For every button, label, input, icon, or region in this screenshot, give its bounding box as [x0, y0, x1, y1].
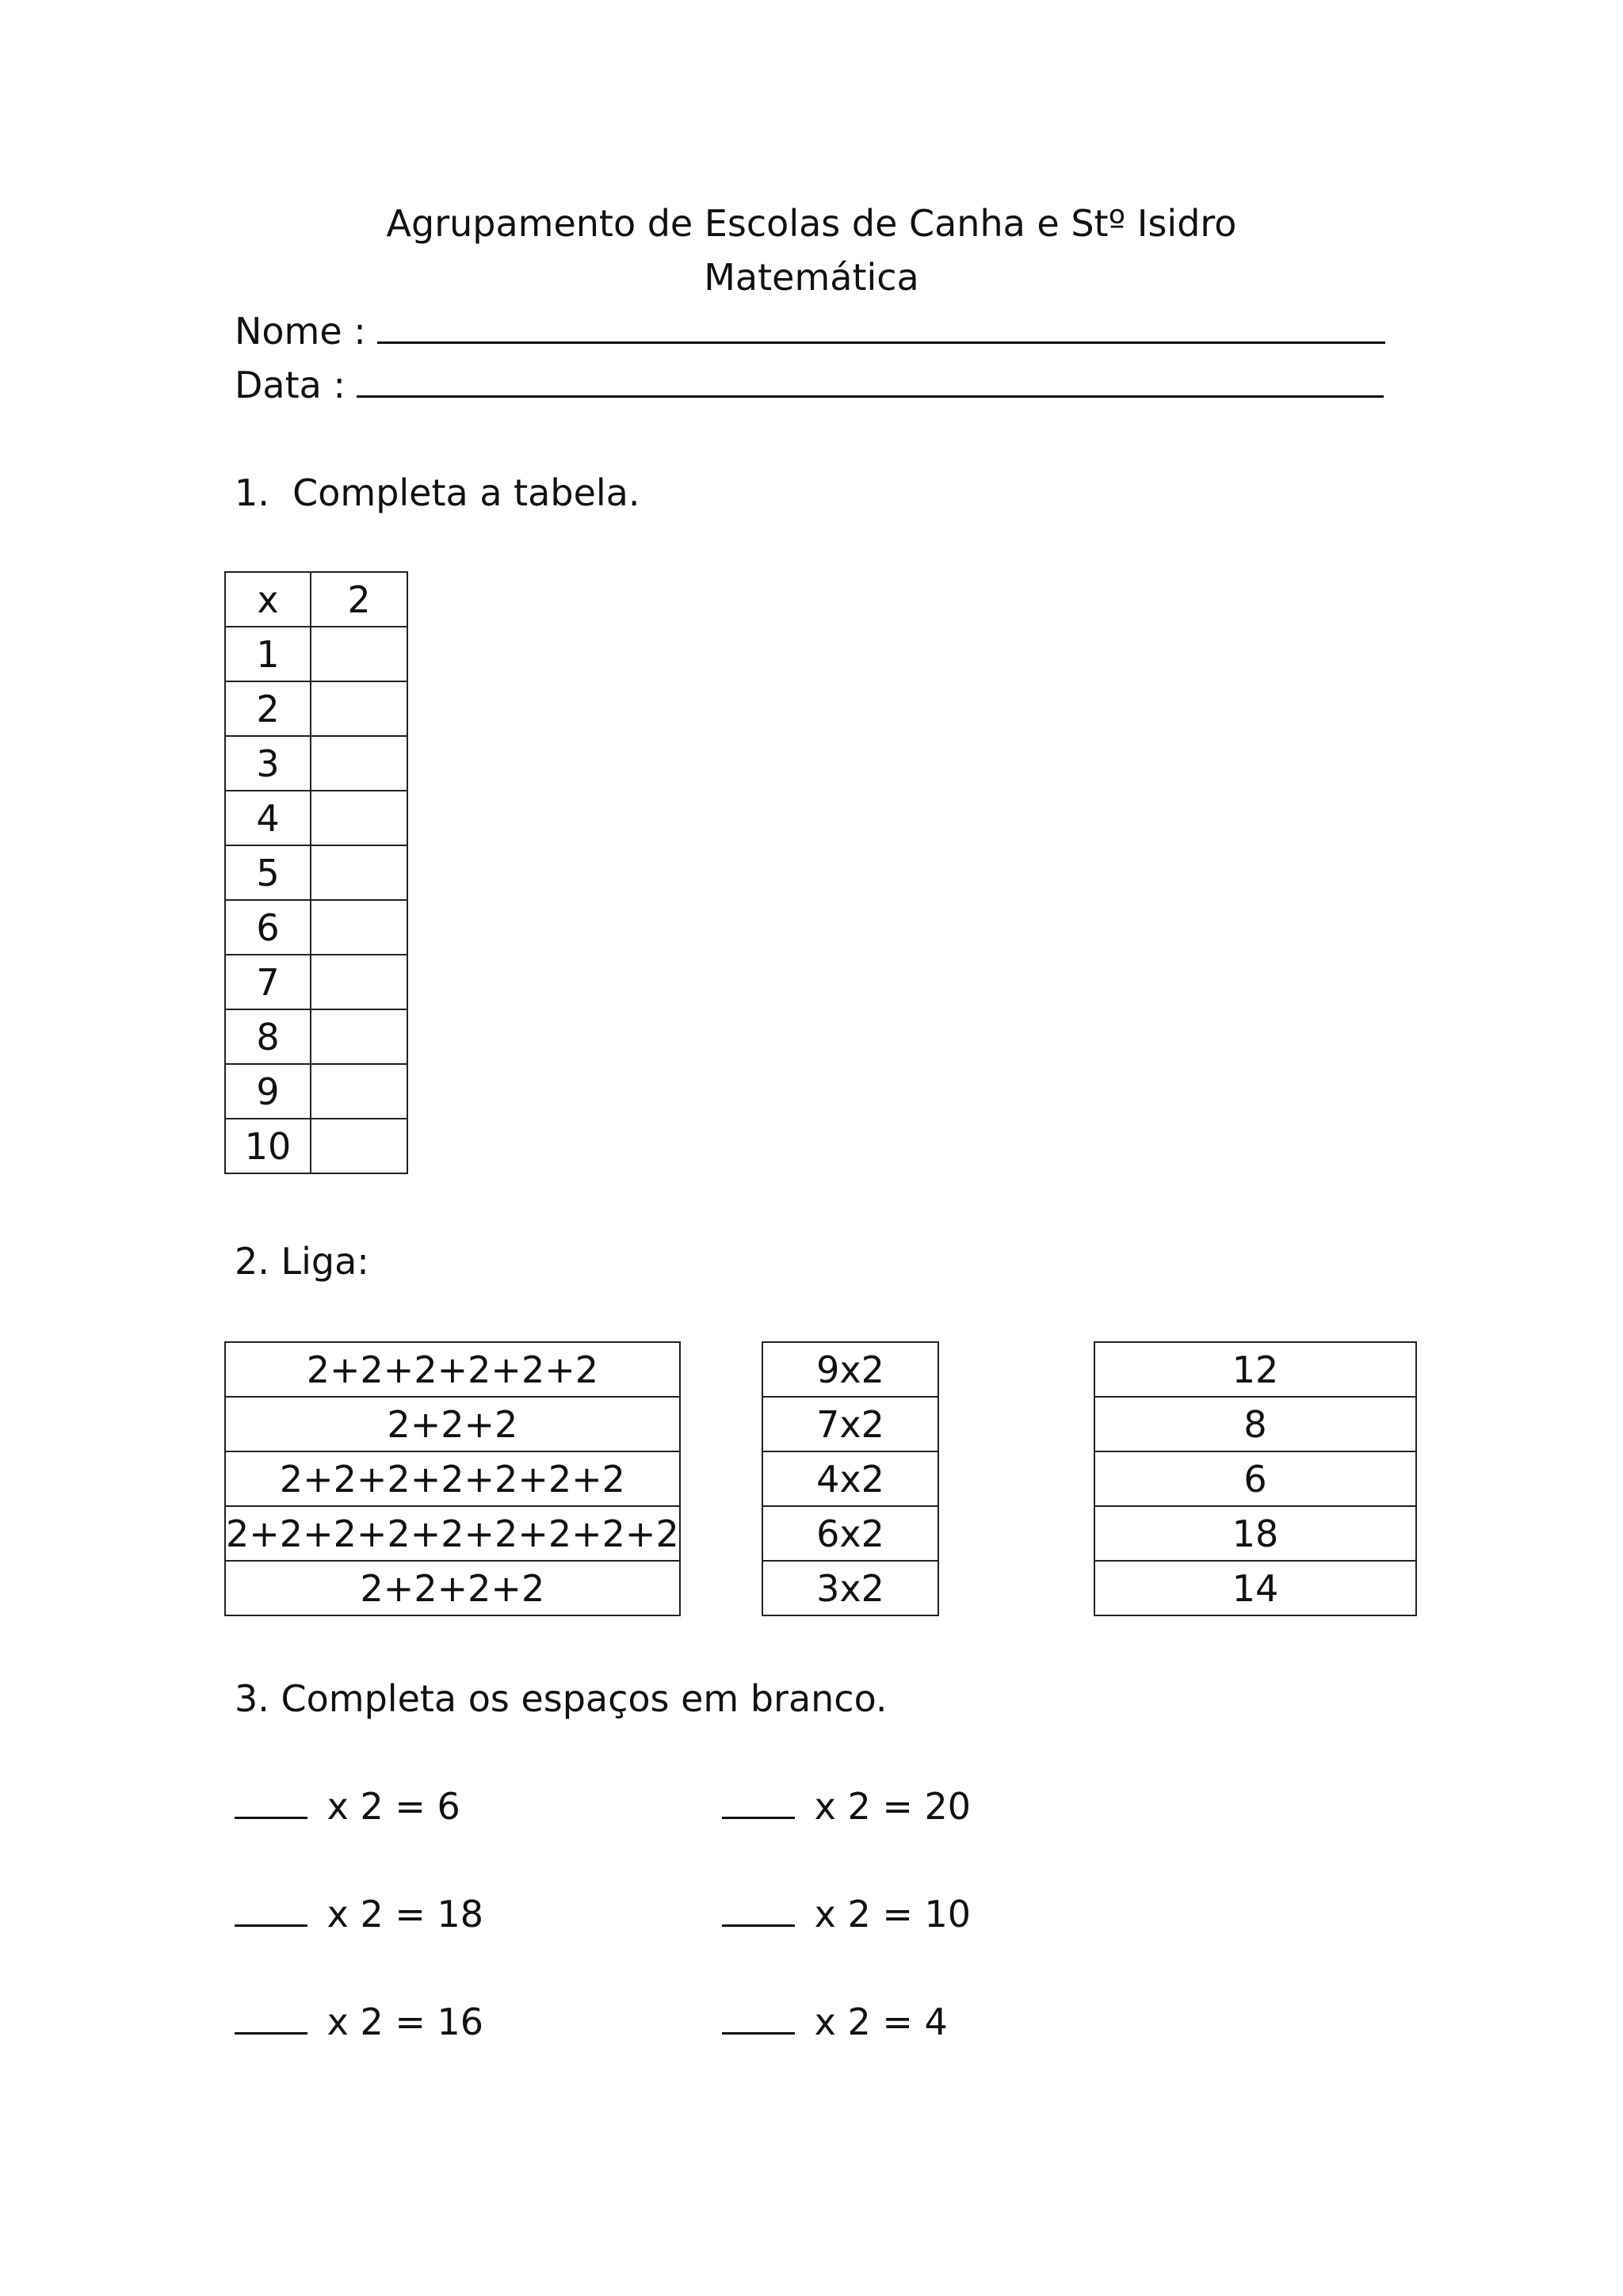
- liga-table-products: [762, 1341, 939, 1616]
- list-item[interactable]: [1094, 1397, 1416, 1451]
- list-item[interactable]: [762, 1397, 938, 1451]
- list-item[interactable]: [225, 1506, 680, 1561]
- subject-title: Matemática: [704, 256, 919, 299]
- answer-cell[interactable]: [311, 900, 407, 955]
- result-value: 8: [1094, 1397, 1416, 1451]
- date-label: Data :: [235, 364, 346, 406]
- liga-table-results: [1094, 1341, 1417, 1616]
- result-value: 18: [1094, 1506, 1416, 1561]
- result-value: 6: [1094, 1451, 1416, 1506]
- date-blank[interactable]: [357, 364, 1384, 398]
- row-factor: 1: [225, 627, 311, 681]
- liga-table-sums: [224, 1341, 681, 1616]
- table-row: [225, 791, 407, 845]
- list-item[interactable]: [1094, 1342, 1416, 1397]
- row-factor: 4: [225, 791, 311, 845]
- list-item[interactable]: [1094, 1506, 1416, 1561]
- name-blank[interactable]: [377, 310, 1385, 344]
- list-item[interactable]: [1094, 1451, 1416, 1506]
- list-item[interactable]: [225, 1451, 680, 1506]
- table-header-factor: 2: [311, 572, 407, 627]
- answer-cell[interactable]: [311, 845, 407, 900]
- product-expression: 3x2: [762, 1561, 938, 1615]
- row-factor: 7: [225, 955, 311, 1009]
- row-factor: 6: [225, 900, 311, 955]
- answer-cell[interactable]: [311, 736, 407, 791]
- answer-blank[interactable]: [235, 2000, 307, 2035]
- table-row: [225, 681, 407, 736]
- answer-blank[interactable]: [235, 1893, 307, 1927]
- exercise-item: x 2 = 16: [235, 2000, 483, 2044]
- sum-expression: 2+2+2+2+2+2+2+2+2: [225, 1506, 680, 1561]
- row-factor: 8: [225, 1009, 311, 1064]
- list-item[interactable]: [225, 1397, 680, 1451]
- multiplication-table: [224, 571, 408, 1174]
- answer-cell[interactable]: [311, 1064, 407, 1119]
- table-header-x: x: [225, 572, 311, 627]
- exercise-item: x 2 = 10: [722, 1892, 971, 1936]
- answer-blank[interactable]: [722, 2000, 795, 2035]
- name-row: [235, 309, 1385, 353]
- table-row: [225, 900, 407, 955]
- answer-blank[interactable]: [722, 1785, 795, 1819]
- q1-title: 1. Completa a tabela.: [235, 471, 640, 514]
- row-factor: 3: [225, 736, 311, 791]
- row-factor: 9: [225, 1064, 311, 1119]
- answer-cell[interactable]: [311, 791, 407, 845]
- answer-cell[interactable]: [311, 681, 407, 736]
- answer-blank[interactable]: [722, 1893, 795, 1927]
- exercise-item: x 2 = 20: [722, 1784, 971, 1829]
- q3-title: 3. Completa os espaços em branco.: [235, 1677, 888, 1720]
- sum-expression: 2+2+2+2+2+2: [225, 1342, 680, 1397]
- name-label: Nome :: [235, 310, 366, 353]
- exercise-item: x 2 = 6: [235, 1784, 460, 1829]
- q2-title: 2. Liga:: [235, 1240, 369, 1283]
- sum-expression: 2+2+2+2: [225, 1561, 680, 1615]
- sum-expression: 2+2+2+2+2+2+2: [225, 1451, 680, 1506]
- school-title: Agrupamento de Escolas de Canha e Stº Isidro: [386, 202, 1237, 245]
- product-expression: 7x2: [762, 1397, 938, 1451]
- product-expression: 4x2: [762, 1451, 938, 1506]
- answer-cell[interactable]: [311, 955, 407, 1009]
- table-row: [225, 1009, 407, 1064]
- answer-blank[interactable]: [235, 1785, 307, 1819]
- sum-expression: 2+2+2: [225, 1397, 680, 1451]
- list-item[interactable]: [1094, 1561, 1416, 1615]
- exercise-item: x 2 = 4: [722, 2000, 948, 2044]
- list-item[interactable]: [762, 1506, 938, 1561]
- list-item[interactable]: [225, 1561, 680, 1615]
- table-row: [225, 736, 407, 791]
- answer-cell[interactable]: [311, 1009, 407, 1064]
- row-factor: 10: [225, 1119, 311, 1173]
- result-value: 14: [1094, 1561, 1416, 1615]
- exercise-item: x 2 = 18: [235, 1892, 483, 1936]
- table-row: [225, 845, 407, 900]
- list-item[interactable]: [762, 1561, 938, 1615]
- list-item[interactable]: [762, 1342, 938, 1397]
- table-row: [225, 955, 407, 1009]
- row-factor: 2: [225, 681, 311, 736]
- date-row: [235, 363, 1384, 407]
- row-factor: 5: [225, 845, 311, 900]
- table-row: [225, 1064, 407, 1119]
- result-value: 12: [1094, 1342, 1416, 1397]
- table-row: [225, 627, 407, 681]
- answer-cell[interactable]: [311, 627, 407, 681]
- table-header-row: [225, 572, 407, 627]
- product-expression: 9x2: [762, 1342, 938, 1397]
- table-row: [225, 1119, 407, 1173]
- list-item[interactable]: [762, 1451, 938, 1506]
- product-expression: 6x2: [762, 1506, 938, 1561]
- answer-cell[interactable]: [311, 1119, 407, 1173]
- list-item[interactable]: [225, 1342, 680, 1397]
